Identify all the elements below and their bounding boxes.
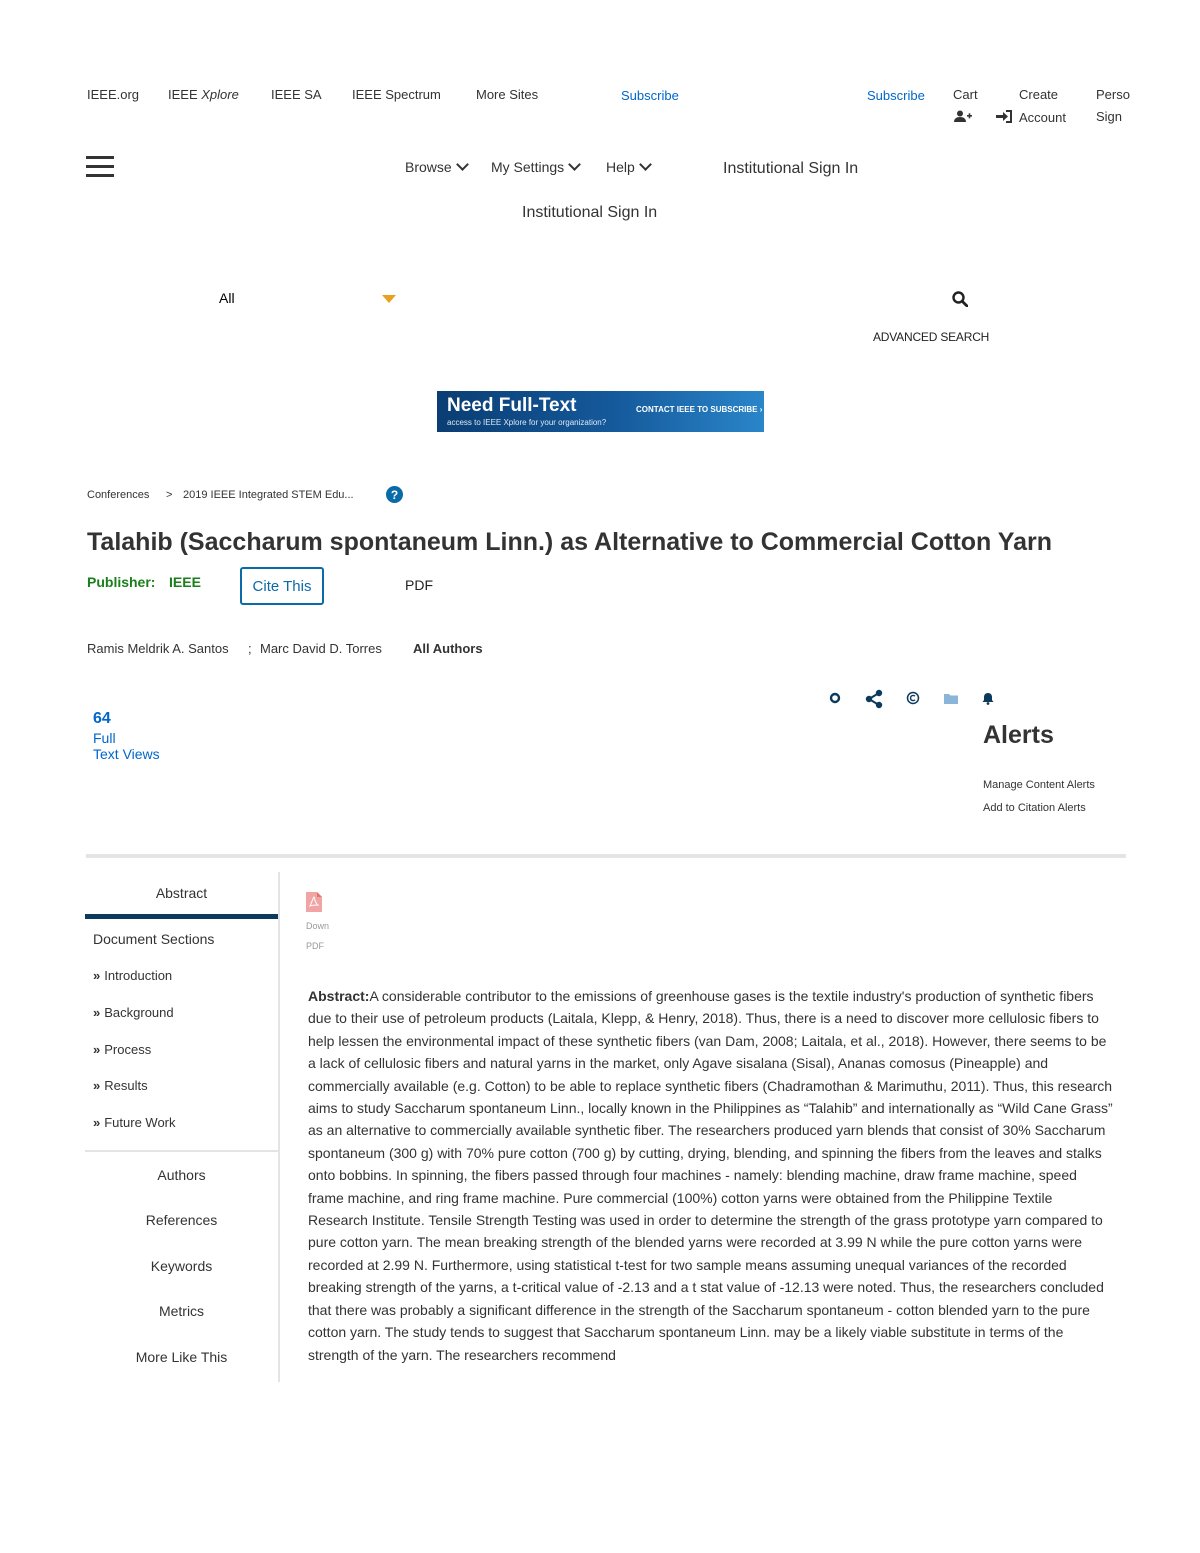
double-chevron-icon: » — [93, 1078, 99, 1093]
hamburger-menu-icon[interactable] — [86, 156, 114, 183]
abstract-tab-underline — [85, 914, 278, 919]
breadcrumb-conferences[interactable]: Conferences — [87, 489, 150, 501]
full-text-views-count[interactable]: 64 — [93, 710, 111, 727]
full-text-views-label-1[interactable]: Full — [93, 730, 116, 746]
section-label: Process — [104, 1042, 152, 1057]
sign-in-arrow-icon — [996, 110, 1012, 128]
sidebar-link-more-like-this[interactable]: More Like This — [135, 1349, 228, 1365]
cite-this-button[interactable]: Cite This — [240, 567, 324, 605]
section-label: Results — [104, 1078, 148, 1093]
nav-link-ieee-org[interactable]: IEEE.org — [87, 87, 140, 102]
subscribe-link-left[interactable]: Subscribe — [621, 88, 679, 103]
banner-headline: Need Full-Text — [447, 395, 577, 416]
author-1[interactable]: Ramis Meldrik A. Santos — [87, 641, 229, 656]
personal-sign-in[interactable] — [1096, 87, 1130, 127]
subscribe-link-right[interactable]: Subscribe — [867, 88, 925, 103]
chevron-down-icon — [568, 158, 581, 171]
sidebar-link-keywords[interactable]: Keywords — [150, 1258, 213, 1274]
section-link-introduction[interactable] — [93, 968, 172, 983]
section-label: Introduction — [104, 968, 173, 983]
create-account-line1[interactable]: Create — [1019, 87, 1059, 102]
folder-icon[interactable] — [943, 690, 959, 706]
my-settings-label: My Settings — [491, 159, 565, 175]
nav-link-ieee-xplore[interactable] — [168, 87, 239, 102]
double-chevron-icon: » — [93, 1005, 99, 1020]
double-chevron-icon: » — [93, 1115, 99, 1130]
create-account-line2[interactable]: Account — [1019, 110, 1066, 125]
section-divider — [86, 854, 1126, 858]
section-label: Background — [104, 1005, 174, 1020]
cart-link[interactable]: Cart — [953, 87, 978, 102]
browse-label: Browse — [405, 159, 452, 175]
section-label: Future Work — [104, 1115, 176, 1130]
sidebar-divider — [85, 1150, 278, 1152]
chevron-down-icon — [456, 158, 469, 171]
author-2[interactable]: Marc David D. Torres — [260, 641, 382, 656]
section-link-background[interactable] — [93, 1005, 174, 1020]
browse-menu[interactable] — [405, 159, 467, 175]
manage-content-alerts-link[interactable]: Manage Content Alerts — [983, 779, 1095, 791]
download-pdf-line2[interactable]: PDF — [306, 941, 324, 951]
double-chevron-icon: » — [93, 968, 99, 983]
add-citation-alerts-link[interactable]: Add to Citation Alerts — [983, 802, 1086, 814]
xplore-prefix: IEEE — [168, 87, 202, 102]
abstract-text: A considerable contributor to the emissions of greenhouse gases is the textile industry's production of synthetic fibers due to their use of petroleum products (Laitala, Klepp, & Henry, 2018). Thus, there is a need to discover more cellulosic fibers to help lessen the environmental impact of these synthetic fibers (van Dam, 2008; Laitala, et al., 2018). However, there seems to be a lack of cellulosic fibers and natural yarns in the market, only Agave sisalana (Sisal), Ananas comosus (Pineapple) and commercially available (e.g. Cotton) to be able to replace synthetic fibers (Chadramothan & Marimuthu, 2011). Thus, this research aims to study Saccharum spontaneum Linn., locally known in the Philippines as “Talahib” and internationally as “Wild Cane Grass” as an alternative to commercially available synthetic fiber. The researchers produced yarn blends that consist of 30% Saccharum spontaneum (300 g) with 70% pure cotton (700 g) by cutting, drying, blending, and spinning the fibers from the leaves and stalks onto bobbins. In spinning, the fibers passed through four machines - namely: blending machine, draw frame machine, speed frame machine, and ring frame machine. Pure commercial (100%) cotton yarns were obtained from the Philippine Textile Research Institute. Tensile Strength Testing was used in order to determine the strength of the grass prototype yarn compared to pure cotton yarn. The mean breaking strength of the blended yarns were recorded at 3.99 N while the pure cotton yarns were recorded at 2.99 N. Furthermore, using statistical t-test for two sample means assuming unequal variances of the recorded breaking strength of the yarns, a t-critical value of -2.13 and a t stat value of -12.13 were noted. Thus, the researchers concluded that there was probably a significant difference in the strength of the Saccharum spontaneum - cotton blended yarn to the pure cotton yarn. The study tends to suggest that Saccharum spontaneum Linn. may be a likely viable substitute in terms of the strength of the yarn. The researchers recommend — [308, 988, 1113, 1363]
dropdown-arrow-icon[interactable] — [382, 295, 396, 303]
bell-icon[interactable] — [980, 690, 996, 706]
pdf-file-icon[interactable] — [306, 892, 322, 917]
download-pdf-line1[interactable]: Down — [306, 921, 330, 931]
help-menu[interactable] — [606, 159, 650, 175]
abstract-label: Abstract: — [308, 988, 370, 1004]
breadcrumb-separator: > — [166, 489, 173, 501]
need-full-text-banner[interactable] — [437, 391, 764, 432]
nav-link-more-sites[interactable]: More Sites — [476, 87, 539, 102]
section-link-results[interactable] — [93, 1078, 148, 1093]
document-sections-heading: Document Sections — [93, 931, 215, 947]
publisher-name: IEEE — [169, 574, 201, 590]
personal-line1: Perso — [1096, 87, 1130, 102]
help-label: Help — [606, 159, 635, 175]
all-authors-link[interactable]: All Authors — [413, 641, 483, 656]
institutional-sign-in-center[interactable]: Institutional Sign In — [522, 204, 658, 221]
search-scope-select[interactable]: All — [219, 290, 235, 306]
advanced-search-link[interactable]: ADVANCED SEARCH — [873, 330, 990, 344]
sidebar-link-metrics[interactable]: Metrics — [158, 1303, 205, 1319]
help-question-icon[interactable]: ? — [386, 486, 403, 503]
user-plus-icon — [954, 110, 972, 128]
nav-link-ieee-spectrum[interactable]: IEEE Spectrum — [352, 87, 441, 102]
xplore-italic: Xplore — [201, 87, 239, 102]
article-title: Talahib (Saccharum spontaneum Linn.) as Alternative to Commercial Cotton Yarn — [87, 528, 1053, 556]
banner-subline: access to IEEE Xplore for your organization? — [447, 418, 607, 427]
copyright-icon[interactable] — [905, 690, 921, 706]
alerts-heading: Alerts — [983, 721, 1054, 749]
institutional-sign-in-top[interactable]: Institutional Sign In — [723, 160, 859, 177]
breadcrumb-conference-name[interactable]: 2019 IEEE Integrated STEM Edu... — [183, 489, 354, 501]
abstract-body — [308, 985, 1113, 1366]
nav-link-ieee-sa[interactable]: IEEE SA — [271, 87, 322, 102]
sidebar-link-authors[interactable]: Authors — [157, 1167, 206, 1183]
section-link-process[interactable] — [93, 1042, 151, 1057]
share-icon[interactable] — [865, 689, 883, 709]
author-separator: ; — [248, 641, 252, 656]
my-settings-menu[interactable] — [491, 159, 579, 175]
double-chevron-icon: » — [93, 1042, 99, 1057]
search-icon[interactable] — [952, 291, 968, 312]
personal-line2: Sign — [1096, 109, 1123, 124]
publisher-label: Publisher: — [87, 574, 156, 590]
banner-cta[interactable]: CONTACT IEEE TO SUBSCRIBE › — [636, 405, 763, 414]
abstract-tab[interactable]: Abstract — [155, 885, 208, 901]
section-link-future-work[interactable] — [93, 1115, 176, 1130]
pdf-link[interactable]: PDF — [405, 577, 433, 593]
chevron-down-icon — [639, 158, 652, 171]
full-text-views-label-2[interactable]: Text Views — [93, 746, 160, 762]
ring-icon[interactable] — [827, 690, 843, 706]
sidebar-link-references[interactable]: References — [145, 1212, 218, 1228]
